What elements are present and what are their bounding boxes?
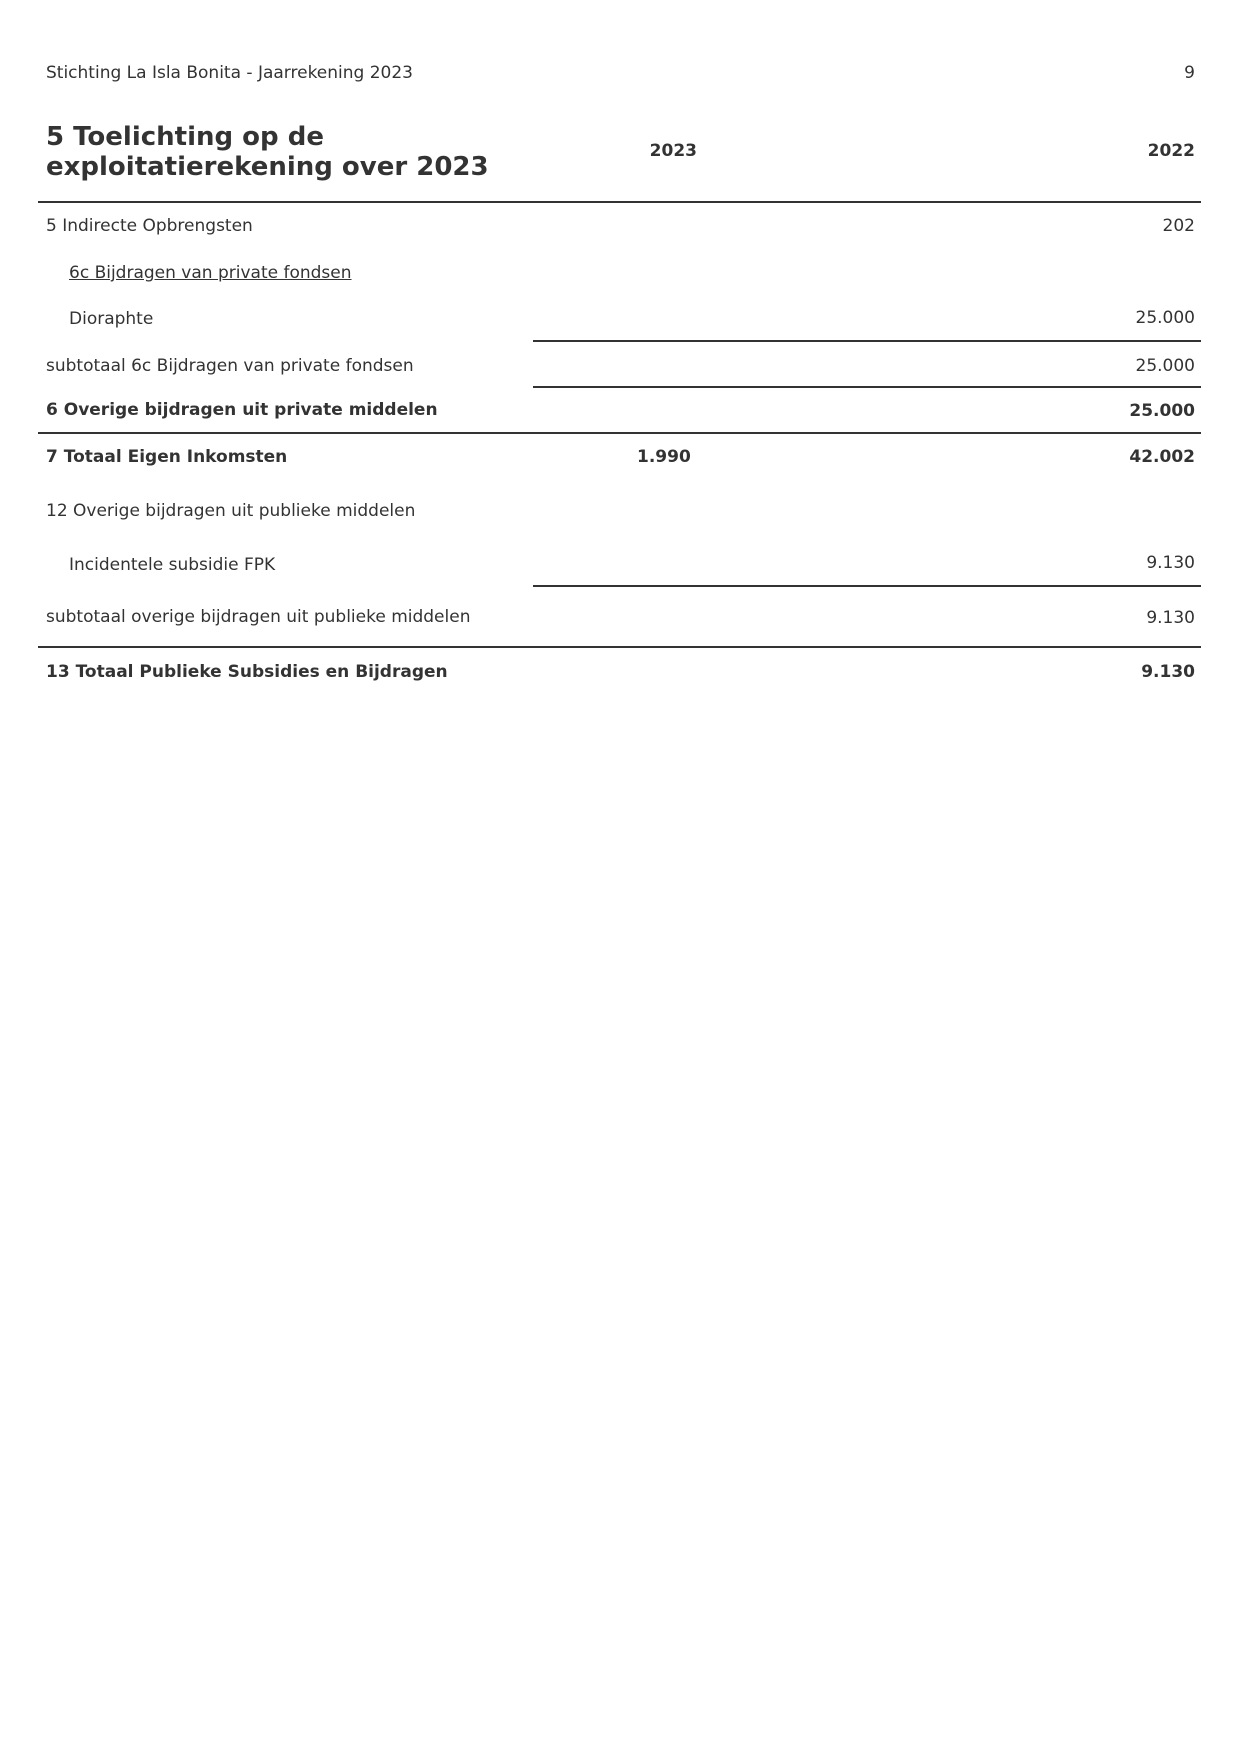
column-header-2022: 2022 (1147, 141, 1195, 161)
total-divider (533, 386, 1201, 388)
document-header-title: Stichting La Isla Bonita - Jaarrekening 2023 (46, 63, 413, 83)
row-value-2022: 42.002 (1129, 447, 1195, 467)
row-value-2022: 25.000 (1135, 356, 1195, 376)
row-value-2022: 9.130 (1146, 608, 1195, 628)
row-value-2022: 25.000 (1129, 401, 1195, 421)
row-value-2022: 9.130 (1141, 662, 1195, 682)
section-divider (38, 432, 1201, 434)
subtotal-divider (533, 585, 1201, 587)
header-divider (38, 201, 1201, 203)
column-header-2023: 2023 (649, 141, 697, 161)
row-label-totaal-eigen-inkomsten: 7 Totaal Eigen Inkomsten (46, 447, 288, 467)
row-label-subtotaal-publieke: subtotaal overige bijdragen uit publieke middelen (46, 607, 471, 627)
section-title: 5 Toelichting op de exploitatierekening over 2023 (46, 122, 489, 182)
row-label-dioraphte: Dioraphte (69, 309, 154, 329)
row-label-subtotaal-6c: subtotaal 6c Bijdragen van private fondsen (46, 356, 414, 376)
row-label-totaal-publieke-subsidies: 13 Totaal Publieke Subsidies en Bijdragen (46, 662, 448, 682)
row-label-indirecte-opbrengsten: 5 Indirecte Opbrengsten (46, 216, 253, 236)
row-value-2022: 25.000 (1135, 308, 1195, 328)
row-label-overige-private: 6 Overige bijdragen uit private middelen (46, 400, 438, 420)
row-label-overige-publieke: 12 Overige bijdragen uit publieke middelen (46, 501, 416, 521)
section-divider (38, 646, 1201, 648)
row-value-2022: 9.130 (1146, 553, 1195, 573)
row-label-subheading-private-fondsen: 6c Bijdragen van private fondsen (69, 263, 352, 283)
page-number: 9 (1184, 63, 1195, 83)
row-label-incidentele-subsidie: Incidentele subsidie FPK (69, 555, 276, 575)
subtotal-divider (533, 340, 1201, 342)
row-value-2023: 1.990 (637, 447, 691, 467)
row-value-2022: 202 (1162, 216, 1195, 236)
